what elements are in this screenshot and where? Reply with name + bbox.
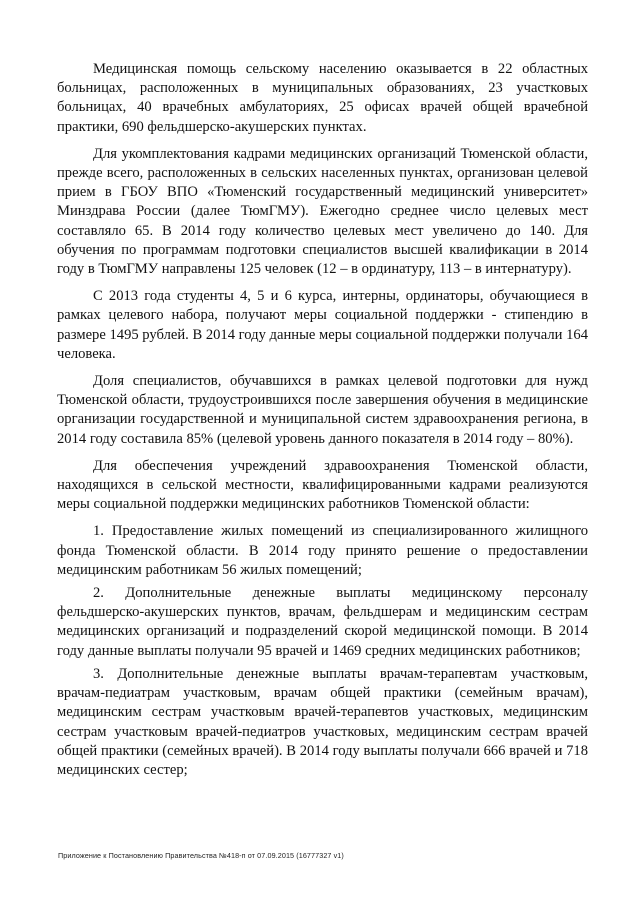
list-item-district-payments: 3. Дополнительные денежные выплаты врачам-терапевтам участковым, врачам-педиатрам участковым, врачам общей практики (семейным врачам), медицинским сестрам участковым врачей-терапевтов участковых, медицинским сестрам участковым врачей-педиатров участковых, медицинским сестрам врачей общей практики (семейных врачей). В 2014 году выплаты получали 666 врачей и 718 медицинских сестер; (57, 665, 588, 778)
paragraph-student-support: С 2013 года студенты 4, 5 и 6 курса, интерны, ординаторы, обучающиеся в рамках целевого набора, получают меры социальной поддержки - стипендию в размере 1495 рублей. В 2014 году данные меры социальной поддержки получали 164 человека. (57, 288, 588, 362)
document-body (57, 60, 588, 784)
paragraph-rural-care: Медицинская помощь сельскому населению оказывается в 22 областных больницах, расположенных в муниципальных образованиях, 23 участковых больницах, 40 врачебных амбулаториях, 25 офисах врачей общей врачебной практики, 690 фельдшерско-акушерских пунктах. (57, 61, 588, 135)
paragraph-employment-share: Доля специалистов, обучавшихся в рамках целевой подготовки для нужд Тюменской области, трудоустроившихся после завершения обучения в медицинские организации государственной и муниципальной систем здравоохранения региона, в 2014 году составила 85% (целевой уровень данного показателя в 2014 году – 80%). (57, 373, 588, 447)
paragraph-targeted-admission: Для укомплектования кадрами медицинских организаций Тюменской области, прежде всего, расположенных в сельских населенных пунктах, организован целевой прием в ГБОУ ВПО «Тюменский государственный медицинский университет» Минздрава России (далее ТюмГМУ). Ежегодно среднее число целевых мест составляло 65. В 2014 году количество целевых мест увеличено до 140. Для обучения по программам подготовки специалистов высшей квалификации в 2014 году в ТюмГМУ направлены 125 человек (12 – в ординатуру, 113 – в интернатуру). (57, 145, 588, 278)
list-item-feldsher-payments: 2. Дополнительные денежные выплаты медицинскому персоналу фельдшерско-акушерских пунктов, врачам, фельдшерам и медицинским сестрам медицинских организаций и подразделений скорой медицинской помощи. В 2014 году данные выплаты получали 95 врачей и 1469 средних медицинских работников; (57, 585, 588, 659)
paragraph-support-measures: Для обеспечения учреждений здравоохранения Тюменской области, находящихся в сельской местности, квалифицированными кадрами реализуются меры социальной поддержки медицинских работников Тюменской области: (57, 457, 588, 513)
list-item-housing: 1. Предоставление жилых помещений из специализированного жилищного фонда Тюменской области. В 2014 году принято решение о предоставлении медицинским работникам 56 жилых помещений; (57, 523, 588, 578)
page-footer: Приложение к Постановлению Правительства №418-п от 07.09.2015 (16777327 v1) (58, 851, 344, 860)
